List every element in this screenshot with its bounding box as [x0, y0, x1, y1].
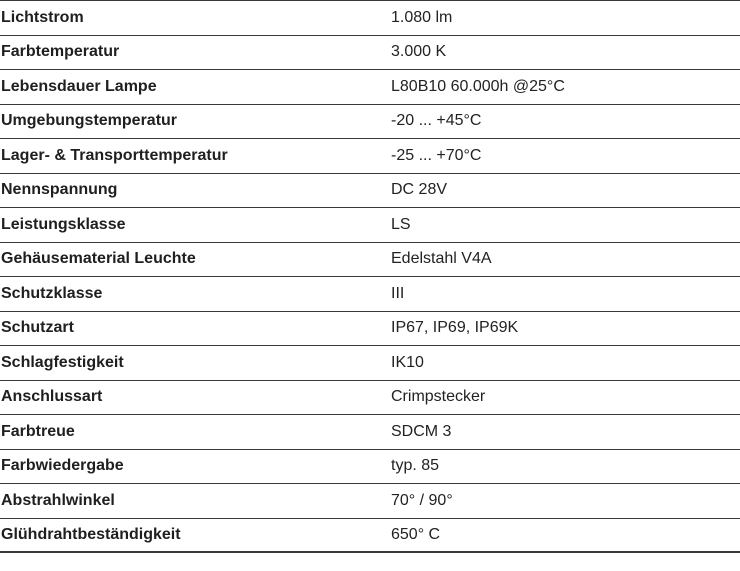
spec-label: Lebensdauer Lampe: [1, 77, 157, 95]
spec-row-lebensdauer: [0, 70, 740, 105]
spec-row-leistungsklasse: [0, 208, 740, 243]
spec-row-schlagfestigkeit: [0, 346, 740, 381]
spec-label: Leistungsklasse: [1, 215, 126, 233]
spec-value: DC 28V: [391, 181, 448, 199]
spec-label: Schlagfestigkeit: [1, 353, 124, 371]
spec-value: -25 ... +70°C: [391, 146, 482, 164]
spec-row-schutzklasse: [0, 277, 740, 312]
spec-row-nennspannung: [0, 174, 740, 209]
spec-value: -20 ... +45°C: [391, 112, 482, 130]
spec-value: Crimpstecker: [391, 388, 486, 406]
spec-label: Farbtemperatur: [1, 43, 120, 61]
spec-value: 3.000 K: [391, 43, 447, 61]
spec-label: Nennspannung: [1, 181, 118, 199]
spec-label: Farbtreue: [1, 422, 75, 440]
spec-label: Glühdrahtbeständigkeit: [1, 525, 181, 543]
spec-label: Lichtstrom: [1, 8, 84, 26]
spec-label: Abstrahlwinkel: [1, 491, 115, 509]
spec-row-lichtstrom: [0, 1, 740, 36]
spec-row-farbtreue: [0, 415, 740, 450]
spec-value: Edelstahl V4A: [391, 250, 492, 268]
spec-value: 650° C: [391, 525, 441, 543]
spec-row-farbtemperatur: [0, 36, 740, 71]
spec-row-schutzart: [0, 312, 740, 347]
spec-label: Gehäusematerial Leuchte: [1, 250, 196, 268]
spec-row-gluehdrahtbestaendigkeit: [0, 519, 740, 554]
spec-value: 1.080 lm: [391, 8, 453, 26]
spec-row-farbwiedergabe: [0, 450, 740, 485]
spec-value: III: [391, 284, 405, 302]
spec-label: Farbwiedergabe: [1, 457, 124, 475]
spec-row-abstrahlwinkel: [0, 484, 740, 519]
spec-label: Lager- & Transporttemperatur: [1, 146, 228, 164]
spec-value: LS: [391, 215, 411, 233]
spec-row-lagertemperatur: [0, 139, 740, 174]
spec-value: SDCM 3: [391, 422, 452, 440]
spec-label: Anschlussart: [1, 388, 103, 406]
spec-value: 70° / 90°: [391, 491, 453, 509]
spec-row-anschlussart: [0, 381, 740, 416]
spec-value: IP67, IP69, IP69K: [391, 319, 519, 337]
spec-row-umgebungstemperatur: [0, 105, 740, 140]
spec-value: IK10: [391, 353, 424, 371]
spec-label: Schutzart: [1, 319, 74, 337]
spec-value: L80B10 60.000h @25°C: [391, 77, 565, 95]
spec-value: typ. 85: [391, 457, 440, 475]
spec-row-gehaeusematerial: [0, 243, 740, 278]
spec-label: Umgebungstemperatur: [1, 112, 178, 130]
spec-label: Schutzklasse: [1, 284, 103, 302]
